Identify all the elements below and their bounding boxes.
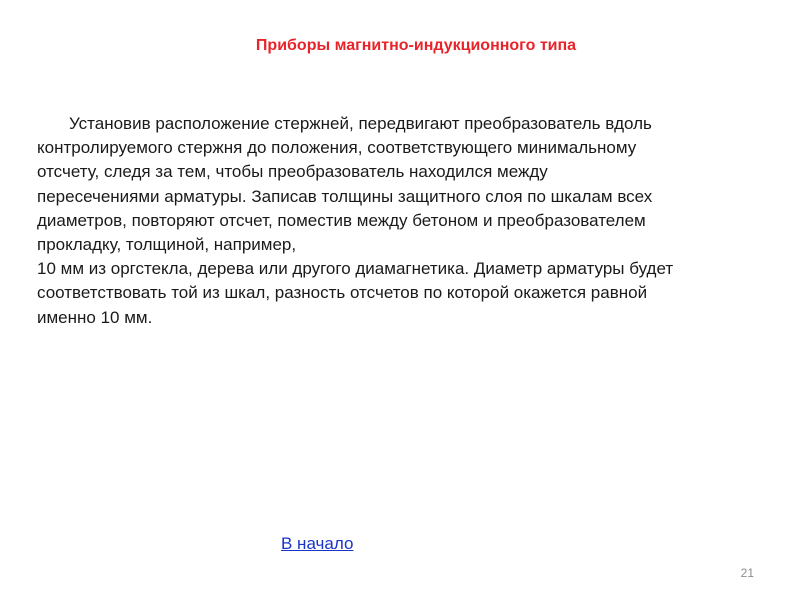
- body-line: отсчету, следя за тем, чтобы преобразователь находился между: [37, 162, 548, 182]
- body-line: именно 10 мм.: [37, 307, 153, 327]
- body-line: пересечениями арматуры. Записав толщины защитного слоя по шкалам всех: [37, 186, 653, 206]
- body-line: соответствовать той из шкал, разность отсчетов по которой окажется равной: [37, 283, 648, 303]
- back-to-start-link[interactable]: В начало: [281, 534, 354, 553]
- body-line: 10 мм из оргстекла, дерева или другого диамагнетика. Диаметр арматуры будет: [37, 259, 674, 279]
- slide-title: Приборы магнитно-индукционного типа: [255, 37, 577, 54]
- body-line: прокладку, толщиной, например,: [37, 235, 297, 255]
- page-number: 21: [740, 566, 754, 580]
- body-line: диаметров, повторяют отсчет, поместив между бетоном и преобразователем: [37, 210, 646, 230]
- body-line: контролируемого стержня до положения, соответствующего минимальному: [37, 138, 637, 158]
- body-line: Установив расположение стержней, передвигают преобразователь вдоль: [69, 114, 652, 133]
- body-text: [37, 112, 777, 330]
